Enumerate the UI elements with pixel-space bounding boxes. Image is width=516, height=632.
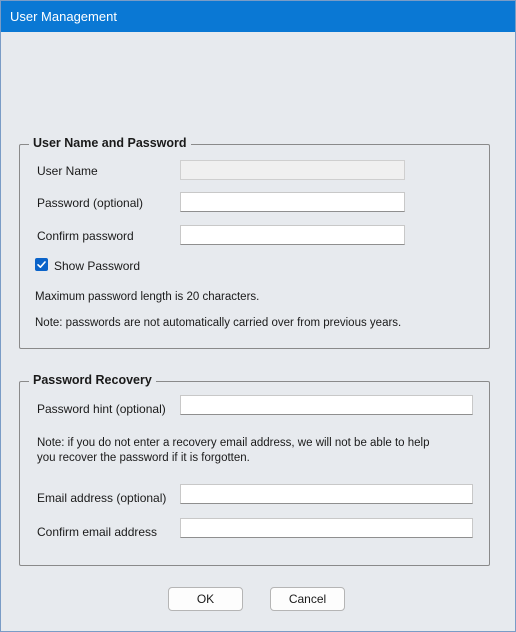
confirm-password-label: Confirm password bbox=[37, 229, 134, 243]
confirm-password-field[interactable] bbox=[180, 225, 405, 245]
email-address-field[interactable] bbox=[180, 484, 473, 504]
recovery-group-legend: Password Recovery bbox=[29, 373, 156, 387]
password-label: Password (optional) bbox=[37, 196, 144, 210]
recovery-note-line1: Note: if you do not enter a recovery email address, we will not be able to help bbox=[37, 437, 430, 449]
cancel-button[interactable]: Cancel bbox=[270, 587, 345, 611]
confirm-email-label: Confirm email address bbox=[37, 525, 158, 539]
window-title: User Management bbox=[10, 9, 117, 24]
user-name-label: User Name bbox=[37, 164, 98, 178]
confirm-email-field[interactable] bbox=[180, 518, 473, 538]
credentials-group-legend: User Name and Password bbox=[29, 136, 191, 150]
ok-button[interactable]: OK bbox=[168, 587, 243, 611]
password-hint-field[interactable] bbox=[180, 395, 473, 415]
recovery-note-line2: you recover the password if it is forgotten. bbox=[37, 452, 250, 464]
password-hint-label: Password hint (optional) bbox=[37, 402, 166, 416]
show-password-checkbox[interactable] bbox=[35, 258, 48, 271]
checkmark-icon bbox=[36, 259, 47, 270]
password-field[interactable] bbox=[180, 192, 405, 212]
carryover-note: Note: passwords are not automatically carried over from previous years. bbox=[35, 317, 402, 329]
max-length-note: Maximum password length is 20 characters. bbox=[35, 291, 260, 303]
title-bar[interactable] bbox=[1, 1, 515, 32]
email-address-label: Email address (optional) bbox=[37, 491, 167, 505]
user-name-field[interactable] bbox=[180, 160, 405, 180]
show-password-label[interactable]: Show Password bbox=[54, 259, 141, 273]
